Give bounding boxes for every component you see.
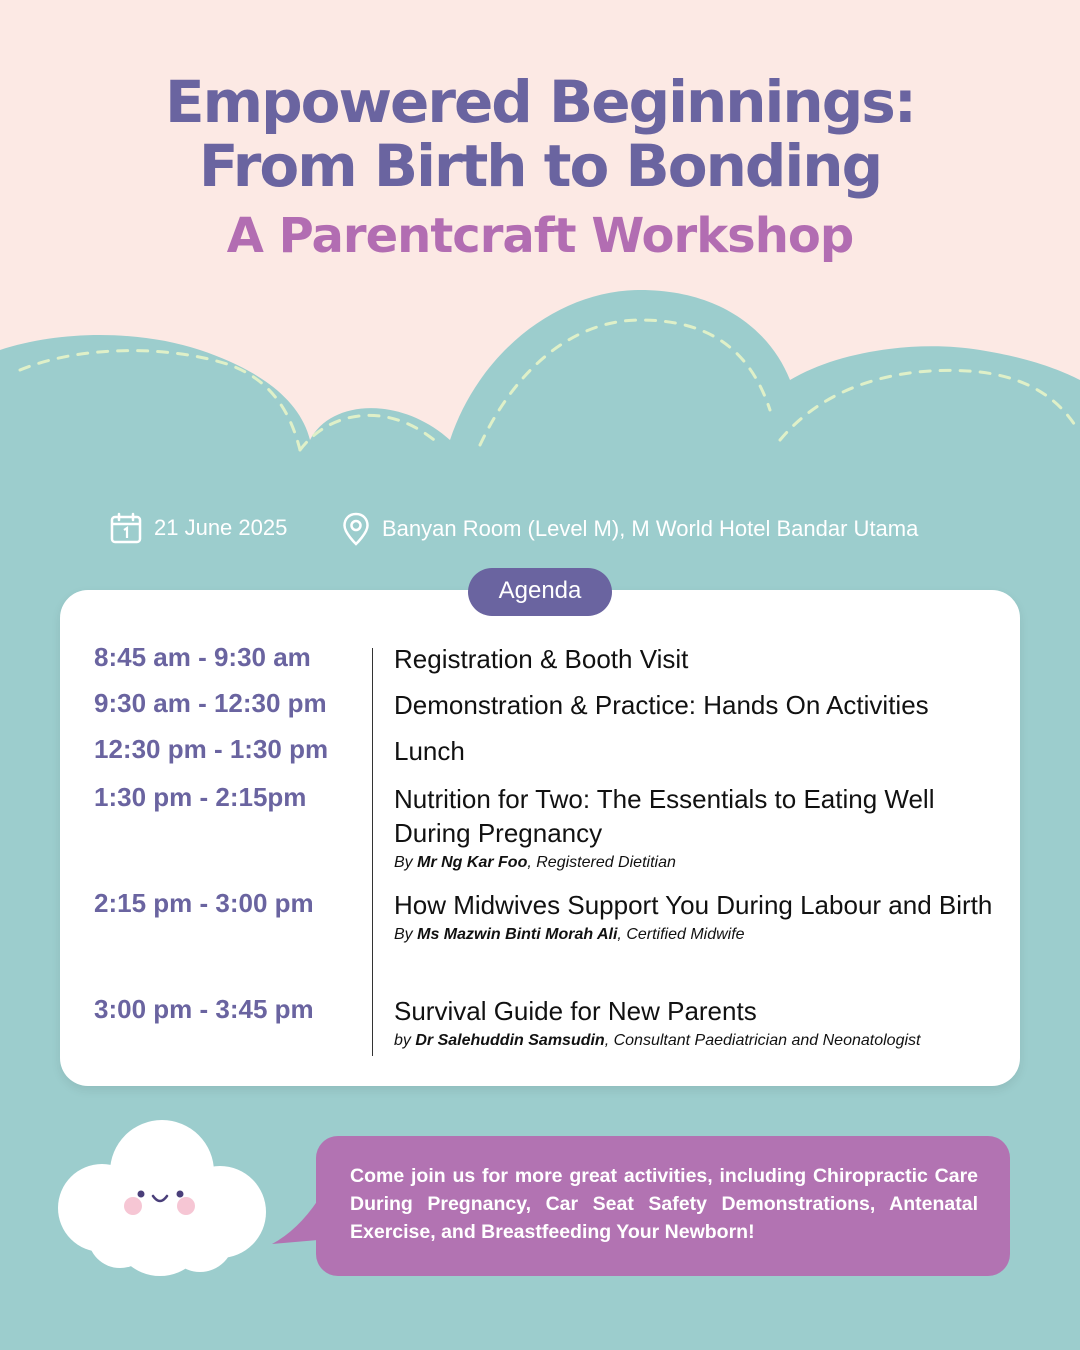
event-venue-text: Banyan Room (Level M), M World Hotel Bandar Utama — [382, 516, 919, 541]
speaker-credit — [394, 1030, 1004, 1052]
agenda-card — [60, 590, 1020, 1086]
agenda-activity-title: Registration & Booth Visit — [394, 644, 689, 674]
calendar-icon — [110, 512, 142, 544]
agenda-divider — [372, 648, 373, 1056]
agenda-activity — [394, 994, 1004, 1052]
speaker-name: Mr Ng Kar Foo — [417, 854, 528, 871]
promo-text: Come join us for more great activities, including Chiropractic Care During Pregnancy, Car Seat Safety Demonstrations, Antenatal Exercise, and Breastfeeding Your Newborn! — [350, 1165, 978, 1243]
speaker-role: , Consultant Paediatrician and Neonatologist — [604, 1032, 921, 1049]
agenda-time: 8:45 am - 9:30 am — [94, 642, 311, 672]
agenda-time: 12:30 pm - 1:30 pm — [94, 734, 329, 764]
agenda-activity — [394, 888, 1004, 946]
speaker-name: Ms Mazwin Binti Morah Ali — [417, 926, 618, 943]
agenda-activity — [394, 642, 1004, 676]
speaker-prefix: by — [394, 1032, 416, 1049]
cloud-mascot-icon — [40, 1110, 280, 1280]
speaker-credit — [394, 924, 1004, 946]
event-date-text: 21 June 2025 — [154, 515, 288, 540]
speaker-prefix: By — [394, 926, 418, 943]
location-pin-icon — [342, 512, 370, 546]
agenda-activity-title: Demonstration & Practice: Hands On Activities — [394, 690, 929, 720]
agenda-activity — [394, 688, 1004, 722]
agenda-time: 9:30 am - 12:30 pm — [94, 688, 327, 718]
title-line-2: From Birth to Bonding — [198, 132, 882, 200]
agenda-activity — [394, 734, 1004, 768]
speaker-role: , Registered Dietitian — [527, 854, 676, 871]
workshop-subtitle: A Parentcraft Workshop — [226, 208, 854, 264]
agenda-activity — [394, 782, 1004, 874]
speaker-credit — [394, 852, 1004, 874]
agenda-activity-title: Survival Guide for New Parents — [394, 996, 757, 1026]
agenda-time: 1:30 pm - 2:15pm — [94, 782, 307, 812]
event-venue — [342, 512, 918, 546]
event-info — [0, 512, 1080, 546]
agenda-time: 2:15 pm - 3:00 pm — [94, 888, 314, 918]
agenda-activity-title: How Midwives Support You During Labour and Birth — [394, 890, 993, 920]
agenda-label: Agenda — [468, 568, 612, 616]
agenda-activity-title: Lunch — [394, 736, 465, 766]
speaker-name: Dr Salehuddin Samsudin — [415, 1032, 605, 1049]
promo-bubble — [316, 1136, 1010, 1276]
agenda-time: 3:00 pm - 3:45 pm — [94, 994, 314, 1024]
speaker-role: , Certified Midwife — [617, 926, 745, 943]
speaker-prefix: By — [394, 854, 418, 871]
agenda-activity-title: Nutrition for Two: The Essentials to Eating Well During Pregnancy — [394, 784, 935, 848]
event-date — [110, 512, 287, 544]
title-line-1: Empowered Beginnings: — [165, 68, 915, 136]
